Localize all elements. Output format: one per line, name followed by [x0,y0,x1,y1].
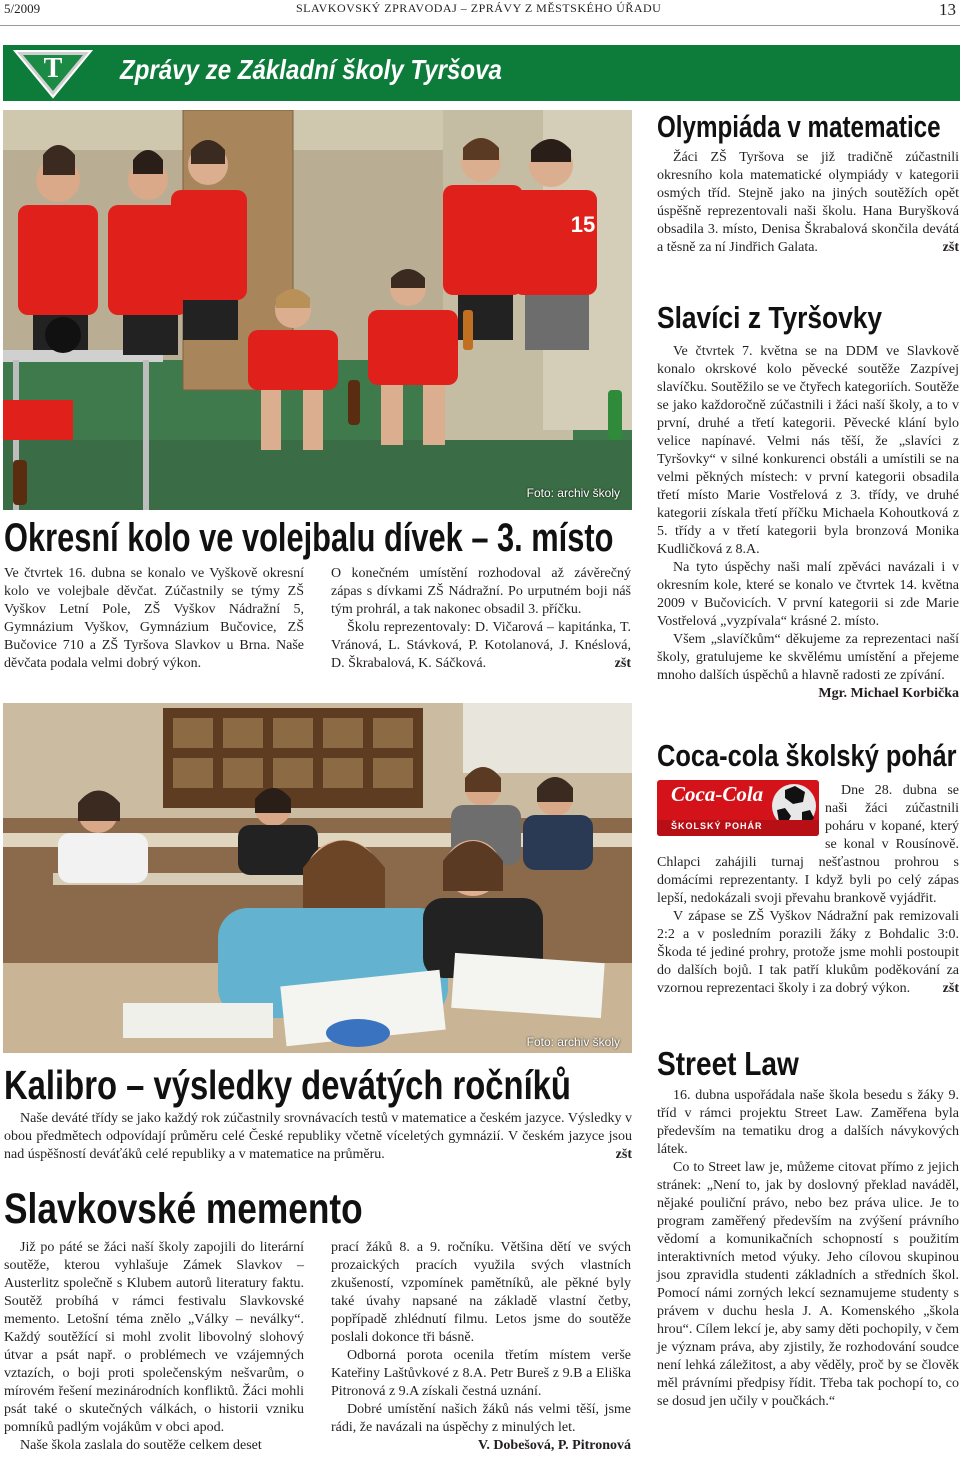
signature: Mgr. Michael Korbička [818,686,959,701]
section-banner [3,45,960,101]
banner-title: Zprávy ze Základní školy Tyršova [120,54,502,85]
school-logo-icon [13,47,93,99]
page-number: 13 [939,0,956,19]
photo-credit: Foto: archiv školy [526,486,620,500]
logo-letter: T [43,53,63,84]
olympiad-text: Žáci ZŠ Tyršova se již tradičně zúčastnili okresního kola matematické olympiády v kategorii osmých tříd. Stejně jako na jiných soutěžích opět úspěšně reprezentovali naši školu. Hana Buryšková obsadila 3. místo, Denisa Škrabalová skončila devátá a těsně za ní Jindřich Galata. zšt [657,150,959,255]
kalibro-text: Naše deváté třídy se jako každý rok zúčastnily srovnávacích testů v matematice a českém jazyce. Výsledky v obou předmětech odpovídají průměru celé České republiky včetně víceletých gymnázií. V českém jazyce jsou nad úspěšností deváťáků celé republiky a v matematice na průměru. zšt [4,1111,632,1162]
logo-subtitle: ŠKOLSKÝ POHÁR [671,821,763,831]
author-tag: zšt [942,981,959,996]
memento-headline: Slavkovské memento [4,1185,363,1233]
jersey-number: 15 [570,212,596,237]
volleyball-text-col2: O konečném umístění rozhodoval až závěrečný zápas s dívkami ZŠ Nádražní. Po urputném boji náš tým prohrál, a tak nakonec obsadil 3. příčku. Školu reprezentovaly: D. Vičarová – kapitánka, T. Vránová, L. Stávková, P. Kotolanová, J. Knéslová, D. Škrabalová, K. Sáčková. zšt [331,566,631,671]
photo-credit: Foto: archiv školy [526,1035,620,1049]
olympiad-headline: Olympiáda v matematice [657,109,941,144]
cocacola-text: Dne 28. dubna se naši žáci zúčastnili poháru v kopané, který se konal v Rousínově. Chlapci zahájili turnaj nešťastnou prohrou s domácími reprezentanty. I když byli po celý zápas lepší, nedokázali svoji převahu brankově vyjádřit. V zápase se ZŠ Vyškov Nádražní pak remizovali 2:2 a v posledním porazili žáky z Bohdalic 3:0. Škoda té jediné prohry, protože jsme mohli postoupit do dalších bojů. I tak patří klukům poděkování za vzornou reprezentaci školy i za dobrý výkon. zšt [657,783,959,996]
author-tag: zšt [615,1147,632,1162]
kalibro-headline: Kalibro – výsledky devátých ročníků [4,1062,571,1108]
slavici-text: Ve čtvrtek 7. května se na DDM ve Slavkově konalo okrskové kolo pěvecké soutěže Zazpívej slavíčku. Soutěžilo se ve čtyřech kategoriích. Soutěže se jako každoročně zúčastnili i žáci naší školy, a to v první, druhé a třetí kategorii. Pěvecké klání bylo velice napínavé. Velmi nás těší, že „slavíci z Tyršovky“ v silné konkurenci obstáli a umístili se na velmi pěkných místech: v první kategorii obsadila třetí místo Marie Vostřelová z 3. třídy, ve druhé kategorii získala třetí příčku Michaela Kohoutková z 5. třídy a v třetí kategorii byla bronzová Monika Kudličková z 8.A. Na tyto úspěchy naši malí zpěváci navázali i v okresním kole, které se konalo ve čtvrtek 14. května 2009 v Bučovicích. V první kategorii si zde Marie Vostřelová „vyzpívala“ krásné 2. místo. Všem „slavíčkům“ děkujeme za reprezentaci naší školy, gratulujeme ke skvělému umístění a přejeme mnoho dalších úspěchů a hlavně radosti ze zpívání. Mgr. Michael Korbička [657,344,959,701]
streetlaw-headline: Street Law [657,1045,799,1082]
volleyball-headline: Okresní kolo ve volejbalu dívek – 3. místo [4,516,614,560]
author-tag: zšt [614,656,631,671]
newspaper-name: SLAVKOVSKÝ ZPRAVODAJ – ZPRÁVY Z MĚSTSKÉHO ÚŘADU [296,1,662,15]
logo-brand: Coca-Cola [671,782,764,806]
slavici-headline: Slavíci z Tyršovky [657,300,883,335]
cocacola-headline: Coca-cola školský pohár [657,738,957,773]
volleyball-team-photo [3,110,632,510]
memento-text-col1: Již po páté se žáci naší školy zapojili do literární soutěže, kterou vyhlašuje Zámek Slavkov – Austerlitz společně s Klubem autorů literatury faktu. Soutěž probíhá v rámci festivalu Slavkovské memento. Letošní téma znělo „Války – neválky“. Každý soutěžící si mohl zvolit libovolný slohový útvar a psát např. o problémech ve vzájemných vztazích, o boji proti společenským nešvarům, o mírovém řešení mezinárodních konfliktů. Žáci mohli psát také o skutečných válkách, o historii vzniku pomníků padlým vojákům v obci apod. Naše škola zaslala do soutěže celkem deset [4,1240,304,1453]
signature: V. Dobešová, P. Pitronová [478,1438,631,1453]
memento-text-col2: prací žáků 8. a 9. ročníku. Většina dětí ve svých prozaických pracích využila svých vlastních zkušeností, vzpomínek pamětníků, ale pěkné byly také úvahy napsané na základě vlastní četby, popřípadě zhlédnutí filmu. Letos jsme do soutěže poslali dokonce tři básně. Odborná porota ocenila třetím místem verše Kateřiny Laštůvkové z 8.A. Petr Bureš z 9.B a Eliška Pitronová z 9.A získali čestná uznání. Dobré umístění našich žáků nás velmi těší, jsme rádi, že navázali na úspěchy z minulých let. V. Dobešová, P. Pitronová [331,1240,631,1453]
volleyball-text-col1: Ve čtvrtek 16. dubna se konalo ve Vyškově okresní kolo ve volejbale děvčat. Zúčastnily se týmy ZŠ Vyškov Letní Pole, ZŠ Vyškov Nádražní 5, Gymnázium Vyškov, Gymnázium Bučovice, ZŠ Bučovice 710 a ZŠ Tyršova Slavkov u Brna. Naše děvčata podala velmi dobrý výkon. [4,566,304,671]
issue-number: 5/2009 [4,1,41,16]
streetlaw-text: 16. dubna uspořádala naše škola besedu s žáky 9. tříd v rámci projektu Street Law. Zaměřena byla především na tematiku drog a dalších návykových látek. Co to Street law je, můžeme citovat přímo z jejich stránek: „Není to, jak by doslovný překlad naváděl, nějaké pouliční právo, nebo bez práva ulice. Je to program zaměřený především na zvýšení právního vědomí a komunikačních schopností s použitím interaktivních metod výuky. Jeho cílovou skupinou jsou zpravidla studenti základních a středních škol. Pomocí námi zorných lekcí seznamujeme studenty s právem v duchu hesla J. A. Komenského „škola hrou“. Cílem lekcí je, aby samy děti pochopily, v čem je význam práva, aby zjistily, že rozhodování soudce není lehká záležitost, a aby věděly, proč by se člověk měl právními předpisy řídit. Třeba tak pochopí to, co se dosud jen učily v poučkách.“ [657,1088,959,1409]
author-tag: zšt [942,240,959,255]
running-header [0,0,960,26]
classroom-exam-photo [3,703,632,1053]
